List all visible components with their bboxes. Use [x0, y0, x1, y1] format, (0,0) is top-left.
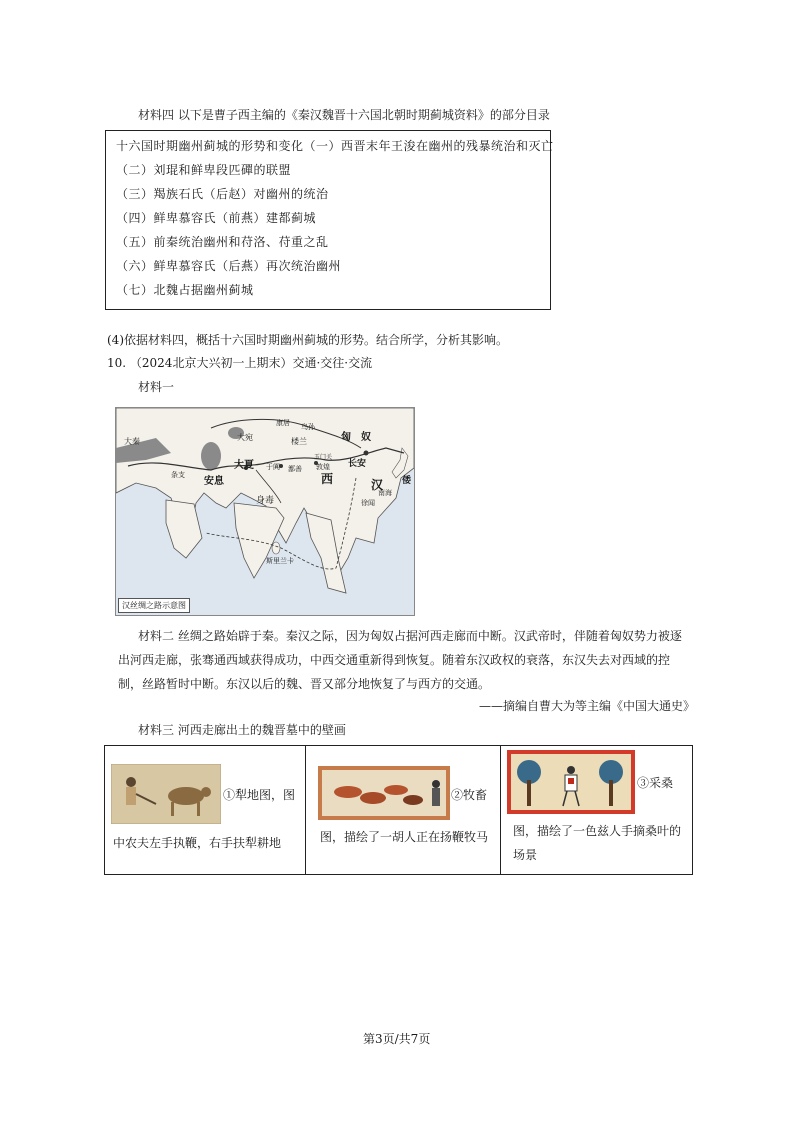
material4-intro: 材料四 以下是曹子西主编的《秦汉魏晋十六国北朝时期蓟城资料》的部分目录 — [138, 108, 550, 122]
toc-box — [105, 130, 554, 310]
toc-line: （二）刘琨和鲜卑段匹磾的联盟 — [116, 163, 292, 177]
mural-3-body: 图，描绘了一色兹人手摘桑叶的 — [513, 824, 682, 838]
mural-2-body: 图，描绘了一胡人正在扬鞭牧马 — [320, 830, 489, 844]
mural-1-head: ①犁地图，图 — [223, 788, 296, 802]
map-label: 鄯善 — [288, 465, 302, 473]
page-footer: 第3页/共7页 — [363, 1032, 431, 1046]
map-label: 敦煌 — [316, 463, 330, 471]
map-label: 条支 — [171, 471, 185, 479]
map-label: 匈 奴 — [341, 432, 371, 443]
herding-mural-image — [318, 766, 450, 820]
mural-1-body: 中农夫左手执鞭，右手扶犁耕地 — [113, 836, 282, 850]
mural-3-body-2: 场景 — [513, 848, 538, 862]
map-label: 楼兰 — [291, 437, 307, 446]
mural-cell-2 — [306, 746, 500, 874]
toc-line: （七）北魏占据幽州蓟城 — [116, 283, 254, 297]
toc-line: （四）鲜卑慕容氏（前燕）建都蓟城 — [116, 211, 317, 225]
mural-cell-1 — [105, 746, 305, 874]
mural-table — [104, 745, 693, 875]
map-label: 徐闻 — [361, 499, 375, 507]
map-label: 长安 — [348, 459, 367, 469]
material2-text: 材料二 丝绸之路始辟于秦。秦汉之际，因为匈奴占据河西走廊而中断。汉武帝时，伴随着匈奴势力被逐出河西走廊，张骞通西域获得成功，中西交通重新得到恢复。随着东汉政权的衰落，东汉失去对西域的控制，丝路暂时中断。东汉以后的魏、晋又部分地恢复了与西方的交通。 — [118, 629, 682, 691]
mural-3-head: ③采桑 — [637, 776, 674, 790]
toc-line: （六）鲜卑慕容氏（后燕）再次统治幽州 — [116, 259, 342, 273]
mulberry-mural-image — [507, 750, 635, 814]
toc-line: （五）前秦统治幽州和苻洛、苻重之乱 — [116, 235, 329, 249]
map-label: 南海 — [378, 489, 392, 497]
plowing-mural-image — [111, 764, 221, 824]
map-label: 西 — [321, 472, 334, 486]
map-label: 斯里兰卡 — [266, 557, 294, 565]
material3-intro: 材料三 河西走廊出土的魏晋墓中的壁画 — [138, 723, 346, 737]
map-label: 乌孙 — [301, 423, 315, 431]
toc-line: 十六国时期幽州蓟城的形势和变化（一）西晋末年王浚在幽州的残暴统治和灭亡 — [116, 139, 554, 153]
silk-road-map — [115, 407, 415, 616]
mural-cell-3 — [501, 746, 691, 874]
map-label: 身毒 — [256, 496, 275, 506]
question-10: 10. （2024北京大兴初一上期末）交通·交往·交流 — [107, 356, 373, 370]
toc-line: （三）羯族石氏（后赵）对幽州的统治 — [116, 187, 329, 201]
material1-label: 材料一 — [138, 380, 175, 394]
map-label: 汉 — [371, 478, 384, 492]
map-label: 大夏 — [234, 460, 254, 471]
map-label: 玉门关 — [314, 454, 333, 461]
map-label: 于阗 — [266, 463, 280, 471]
map-label: 康居 — [276, 419, 290, 427]
map-label: 倭 — [402, 476, 412, 486]
map-label: 安息 — [204, 476, 224, 487]
map-caption: 汉丝绸之路示意图 — [118, 598, 190, 613]
map-label: 大秦 — [124, 437, 140, 446]
question-4: (4)依据材料四，概括十六国时期幽州蓟城的形势。结合所学，分析其影响。 — [107, 333, 509, 347]
material2-source: ——摘编自曹大为等主编《中国大通史》 — [479, 699, 696, 713]
mural-2-head: ②牧畜 — [451, 788, 488, 802]
map-label: 大宛 — [237, 433, 253, 442]
